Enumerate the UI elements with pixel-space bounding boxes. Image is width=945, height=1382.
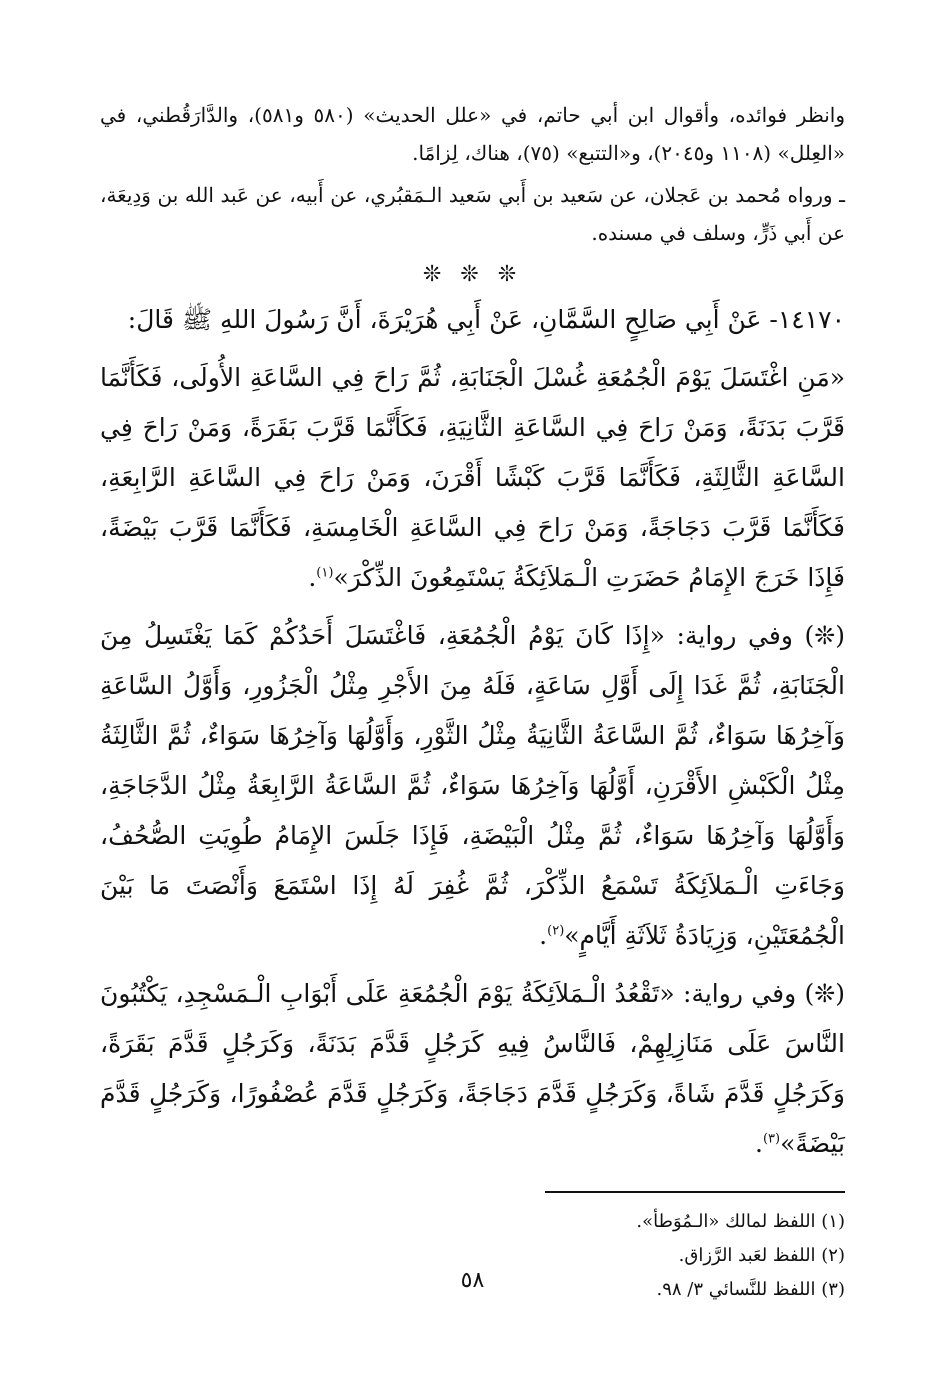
intro-paragraph-2: ـ ورواه مُحمد بن عَجلان، عن سَعيد بن أَبي سَعيد الـمَقبُري، عن أَبيه، عن عَبد الله بن وَدِيعَة، عن أَبي ذَرٍّ، وسلف في مسنده. bbox=[100, 183, 845, 245]
section-separator: ❊ ❊ ❊ bbox=[422, 262, 523, 287]
riwaya-2-text: (❊) وفي رواية: «تَقْعُدُ الْـمَلاَئِكَةُ يَوْمَ الْجُمُعَةِ عَلَى أَبْوَابِ الْـمَسْجِدِ، يَكْتُبُونَ النَّاسَ عَلَى مَنَازِلِهِمْ، فَالنَّاسُ فِيهِ كَرَجُلٍ قَدَّمَ بَدَنَةً، وَكَرَجُلٍ قَدَّمَ بَقَرَةً، وَكَرَجُلٍ قَدَّمَ شَاةً، وَكَرَجُلٍ قَدَّمَ دَجَاجَةً، وَكَرَجُلٍ قَدَّمَ عُصْفُورًا، وَكَرَجُلٍ قَدَّمَ بَيْضَةً» bbox=[100, 979, 845, 1158]
footnote-item: (٣) اللفظ للنَّسائي ٣/ ٩٨. bbox=[656, 1279, 845, 1300]
hadith-isnad: ١٤١٧٠- عَنْ أَبِي صَالِحٍ السَّمَّانِ، عَنْ أَبِي هُرَيْرَةَ، أَنَّ رَسُولَ اللهِ ﷺ قَالَ: bbox=[127, 305, 845, 334]
page-number: ٥٨ bbox=[460, 1268, 485, 1293]
hadith-matn: «مَنِ اغْتَسَلَ يَوْمَ الْجُمُعَةِ غُسْلَ الْجَنَابَةِ، ثُمَّ رَاحَ فِي السَّاعَةِ الأُولَى، فَكَأَنَّمَا قَرَّبَ بَدَنَةً، وَمَنْ رَاحَ فِي السَّاعَةِ الثَّانِيَةِ، فَكَأَنَّمَا قَرَّبَ بَقَرَةً، وَمَنْ رَاحَ فِي السَّاعَةِ الثَّالِثَةِ، فَكَأَنَّمَا قَرَّبَ كَبْشًا أَقْرَنَ، وَمَنْ رَاحَ فِي السَّاعَةِ الرَّابِعَةِ، فَكَأَنَّمَا قَرَّبَ دَجَاجَةً، وَمَنْ رَاحَ فِي السَّاعَةِ الْخَامِسَةِ، فَكَأَنَّمَا قَرَّبَ بَيْضَةً، فَإِذَا خَرَجَ الإِمَامُ حَضَرَتِ الْـمَلاَئِكَةُ يَسْتَمِعُونَ الذِّكْرَ»$^{(١)}$. bbox=[100, 363, 845, 592]
footnote-ref-3: (٣) bbox=[762, 1131, 781, 1147]
footnote-item: (٢) اللفظ لعَبد الرَّزاق. bbox=[678, 1245, 845, 1266]
hadith-riwaya-1: (❊) وفي رواية: «إِذَا كَانَ يَوْمُ الْجُمُعَةِ، فَاغْتَسَلَ أَحَدُكُمْ كَمَا يَغْتَسِلُ مِنَ الْجَنَابَةِ، ثُمَّ غَدَا إِلَى أَوَّلِ سَاعَةٍ، فَلَهُ مِنَ الأَجْرِ مِثْلُ الْجَزُورِ، وَأَوَّلُ السَّاعَةِ وَآخِرُهَا سَوَاءٌ، ثُمَّ السَّاعَةُ الثَّانِيَةُ مِثْلُ الثَّوْرِ، وَأَوَّلُهَا وَآخِرُهَا سَوَاءٌ، ثُمَّ الثَّالِثَةُ مِثْلُ الْكَبْشِ الأَقْرَنِ، أَوَّلُهَا وَآخِرُهَا سَوَاءٌ، ثُمَّ السَّاعَةُ الرَّابِعَةُ مِثْلُ الدَّجَاجَةِ، وَأَوَّلُهَا وَآخِرُهَا سَوَاءٌ، ثُمَّ مِثْلُ الْبَيْضَةِ، فَإِذَا جَلَسَ الإِمَامُ طُوِيَتِ الصُّحُفُ، وَجَاءَتِ الْـمَلاَئِكَةُ تَسْمَعُ الذِّكْرَ، ثُمَّ غُفِرَ لَهُ إِذَا اسْتَمَعَ وَأَنْصَتَ مَا بَيْنَ الْجُمُعَتَيْنِ، وَزِيَادَةُ ثَلاَثَةِ أَيَّامٍ»$^{(٢)}$. bbox=[100, 621, 845, 950]
footnote-ref-1: (١) bbox=[316, 565, 334, 581]
riwaya-1-text: (❊) وفي رواية: «إِذَا كَانَ يَوْمُ الْجُمُعَةِ، فَاغْتَسَلَ أَحَدُكُمْ كَمَا يَغْتَسِلُ مِنَ الْجَنَابَةِ، ثُمَّ غَدَا إِلَى أَوَّلِ سَاعَةٍ، فَلَهُ مِنَ الأَجْرِ مِثْلُ الْجَزُورِ، وَأَوَّلُ السَّاعَةِ وَآخِرُهَا سَوَاءٌ، ثُمَّ السَّاعَةُ الثَّانِيَةُ مِثْلُ الثَّوْرِ، وَأَوَّلُهَا وَآخِرُهَا سَوَاءٌ، ثُمَّ الثَّالِثَةُ مِثْلُ الْكَبْشِ الأَقْرَنِ، أَوَّلُهَا وَآخِرُهَا سَوَاءٌ، ثُمَّ السَّاعَةُ الرَّابِعَةُ مِثْلُ الدَّجَاجَةِ، وَأَوَّلُهَا وَآخِرُهَا سَوَاءٌ، ثُمَّ مِثْلُ الْبَيْضَةِ، فَإِذَا جَلَسَ الإِمَامُ طُوِيَتِ الصُّحُفُ، وَجَاءَتِ الْـمَلاَئِكَةُ تَسْمَعُ الذِّكْرَ، ثُمَّ غُفِرَ لَهُ إِذَا اسْتَمَعَ وَأَنْصَتَ مَا بَيْنَ الْجُمُعَتَيْنِ، وَزِيَادَةُ ثَلاَثَةِ أَيَّامٍ» bbox=[100, 621, 845, 950]
hadith-section bbox=[100, 295, 845, 1169]
intro-section bbox=[100, 96, 845, 252]
hadith-matn-text: «مَنِ اغْتَسَلَ يَوْمَ الْجُمُعَةِ غُسْلَ الْجَنَابَةِ، ثُمَّ رَاحَ فِي السَّاعَةِ الأُولَى، فَكَأَنَّمَا قَرَّبَ بَدَنَةً، وَمَنْ رَاحَ فِي السَّاعَةِ الثَّانِيَةِ، فَكَأَنَّمَا قَرَّبَ بَقَرَةً، وَمَنْ رَاحَ فِي السَّاعَةِ الثَّالِثَةِ، فَكَأَنَّمَا قَرَّبَ كَبْشًا أَقْرَنَ، وَمَنْ رَاحَ فِي السَّاعَةِ الرَّابِعَةِ، فَكَأَنَّمَا قَرَّبَ دَجَاجَةً، وَمَنْ رَاحَ فِي السَّاعَةِ الْخَامِسَةِ، فَكَأَنَّمَا قَرَّبَ بَيْضَةً، فَإِذَا خَرَجَ الإِمَامُ حَضَرَتِ الْـمَلاَئِكَةُ يَسْتَمِعُونَ الذِّكْرَ» bbox=[100, 363, 845, 592]
footnote-ref-2: (٢) bbox=[547, 923, 565, 939]
intro-paragraph-1: وانظر فوائده، وأقوال ابن أبي حاتم، في «علل الحديث» (٥٨٠ و٥٨١)، والدَّارَقُطني، في «العِلل» (١١٠٨ و٢٠٤٥)، و«التتبع» (٧٥)، هناك، لِزامًا. bbox=[100, 103, 846, 165]
hadith-riwaya-2: (❊) وفي رواية: «تَقْعُدُ الْـمَلاَئِكَةُ يَوْمَ الْجُمُعَةِ عَلَى أَبْوَابِ الْـمَسْجِدِ، يَكْتُبُونَ النَّاسَ عَلَى مَنَازِلِهِمْ، فَالنَّاسُ فِيهِ كَرَجُلٍ قَدَّمَ بَدَنَةً، وَكَرَجُلٍ قَدَّمَ بَقَرَةً، وَكَرَجُلٍ قَدَّمَ شَاةً، وَكَرَجُلٍ قَدَّمَ دَجَاجَةً، وَكَرَجُلٍ قَدَّمَ عُصْفُورًا، وَكَرَجُلٍ قَدَّمَ بَيْضَةً»$^{(٣)}$. bbox=[100, 979, 845, 1158]
footnote-item: (١) اللفظ لمالك «الـمُوَطأ». bbox=[636, 1211, 845, 1232]
footnote-divider bbox=[545, 1191, 845, 1193]
